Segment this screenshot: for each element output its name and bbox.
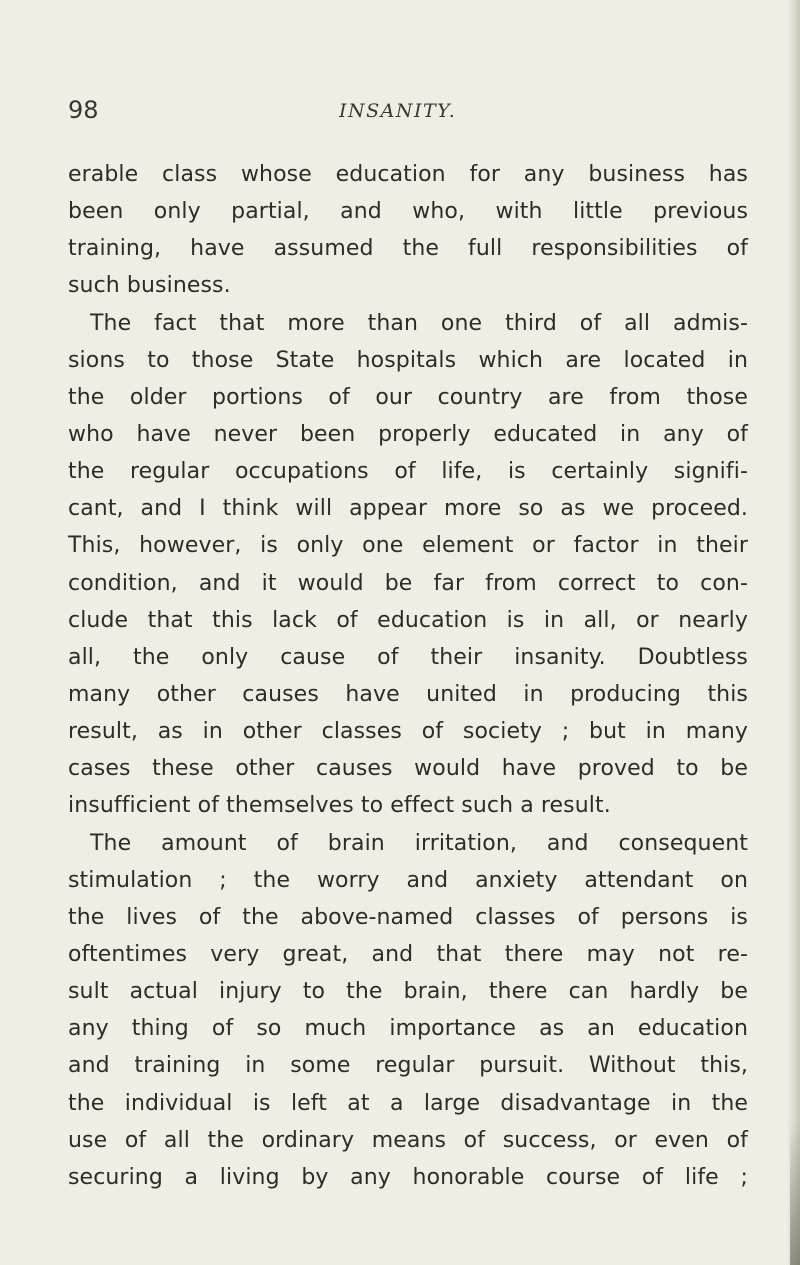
text-line: condition, and it would be far from correct to con-: [68, 570, 748, 596]
page-edge: [786, 0, 800, 1265]
page-number: 98: [68, 96, 99, 124]
text-line: and training in some regular pursuit. Without this,: [68, 1053, 748, 1079]
text-line: training, have assumed the full responsibilities of: [68, 236, 748, 262]
running-head: INSANITY.: [339, 100, 457, 122]
text-line: sions to those State hospitals which are located in: [68, 347, 748, 373]
text-line: who have never been properly educated in any of: [68, 421, 748, 447]
text-line: oftentimes very great, and that there may not re-: [68, 941, 748, 967]
text-line: the individual is left at a large disadvantage in the: [68, 1090, 748, 1116]
text-line: all, the only cause of their insanity. Doubtless: [68, 644, 748, 670]
page-header: [68, 96, 768, 136]
text-line: the regular occupations of life, is certainly signifi-: [68, 459, 748, 485]
text-line: erable class whose education for any business has: [68, 162, 748, 187]
text-line: sult actual injury to the brain, there can hardly be: [68, 979, 748, 1005]
text-line: result, as in other classes of society ; but in many: [68, 719, 748, 745]
text-line: the lives of the above-named classes of persons is: [68, 904, 748, 930]
text-line: cant, and I think will appear more so as we proceed.: [68, 496, 748, 522]
text-line: cases these other causes would have proved to be: [68, 756, 748, 782]
text-line: This, however, is only one element or factor in their: [68, 533, 748, 559]
text-line: been only partial, and who, with little previous: [68, 199, 748, 225]
text-line: The fact that more than one third of all admis-: [90, 310, 748, 336]
text-line: use of all the ordinary means of success, or even of: [68, 1127, 748, 1153]
text-line: such business.: [68, 273, 231, 299]
page-edge-shadow: [790, 1120, 800, 1265]
text-line: stimulation ; the worry and anxiety attendant on: [68, 867, 748, 893]
text-line: securing a living by any honorable course of life ;: [68, 1164, 748, 1190]
text-line: The amount of brain irritation, and consequent: [90, 830, 748, 856]
text-line: the older portions of our country are from those: [68, 384, 748, 410]
body-text: [68, 156, 748, 1196]
text-line: many other causes have united in producing this: [68, 681, 748, 707]
text-line: clude that this lack of education is in all, or nearly: [68, 607, 748, 633]
text-line: any thing of so much importance as an education: [68, 1016, 748, 1042]
text-line: insufficient of themselves to effect such a result.: [68, 793, 611, 819]
